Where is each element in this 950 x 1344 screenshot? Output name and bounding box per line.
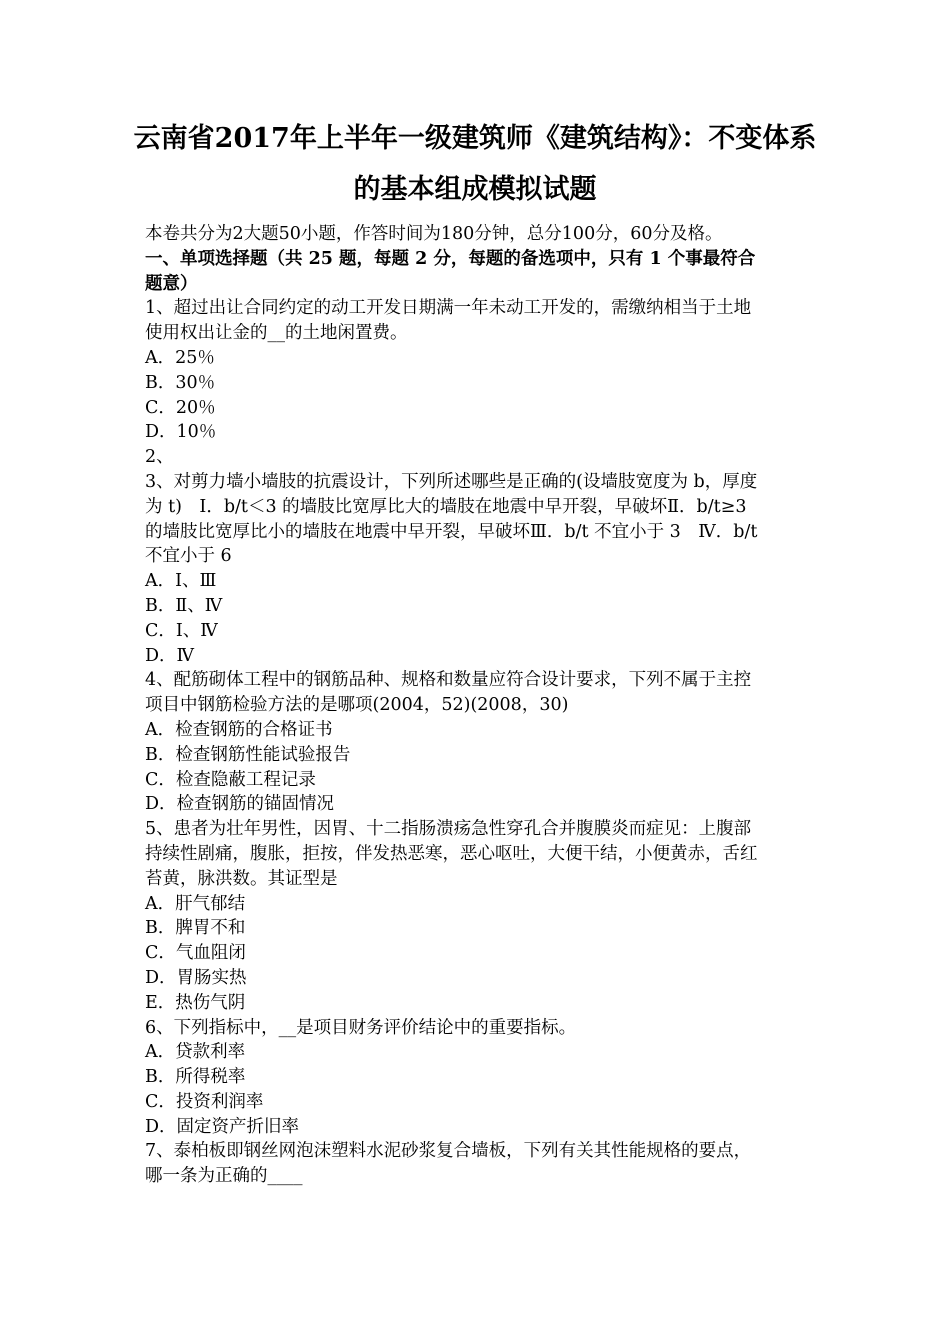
answer-option: A．Ⅰ、Ⅲ	[145, 571, 217, 592]
question-text-line: 7、泰柏板即钢丝网泡沫塑料水泥砂浆复合墙板，下列有关其性能规格的要点，	[145, 1141, 752, 1162]
question-text-line: 1、超过出让合同约定的动工开发日期满一年未动工开发的，需缴纳相当于土地	[145, 298, 752, 319]
section-heading-line-1: 一、单项选择题（共 25 题，每题 2 分，每题的备选项中，只有 1 个事最符合	[145, 248, 756, 269]
section-heading-line-2: 题意）	[145, 273, 198, 294]
question-text-line: 不宜小于 6	[145, 546, 232, 567]
question-item	[145, 817, 810, 1015]
answer-option: C．气血阻闭	[145, 943, 246, 964]
question-text-line: 苔黄，脉洪数。其证型是	[145, 868, 338, 889]
answer-option: D．10％	[145, 422, 217, 443]
document-body	[145, 222, 810, 1189]
document-title-line-2: 的基本组成模拟试题	[353, 174, 597, 205]
question-item	[145, 445, 810, 470]
question-text-line: 3、对剪力墙小墙肢的抗震设计，下列所述哪些是正确的(设墙肢宽度为 b，厚度	[145, 471, 758, 492]
answer-option: C．投资利润率	[145, 1091, 264, 1112]
question-text-line: 4、配筋砌体工程中的钢筋品种、规格和数量应符合设计要求，下列不属于主控	[145, 670, 752, 691]
question-item	[145, 470, 810, 668]
question-text-line: 2、	[145, 447, 174, 468]
answer-option: D．固定资产折旧率	[145, 1116, 300, 1137]
document-title-line-1: 云南省2017年上半年一级建筑师《建筑结构》：不变体系	[133, 123, 817, 154]
answer-option: C．20％	[145, 397, 216, 418]
answer-option: A．肝气郁结	[145, 893, 246, 914]
question-list	[145, 296, 810, 1189]
answer-option: B．所得税率	[145, 1067, 246, 1088]
question-text-line: 5、患者为壮年男性，因胃、十二指肠溃疡急性穿孔合并腹膜炎而症见：上腹部	[145, 819, 752, 840]
question-text-line: 为 t) Ⅰ．b/t＜3 的墙肢比宽厚比大的墙肢在地震中早开裂，早破坏Ⅱ．b/t≥3	[145, 496, 747, 517]
answer-option: D．Ⅳ	[145, 645, 195, 666]
answer-option: B．Ⅱ、Ⅳ	[145, 595, 223, 616]
answer-option: A．检查钢筋的合格证书	[145, 719, 333, 740]
question-text-line: 6、下列指标中，__是项目财务评价结论中的重要指标。	[145, 1017, 577, 1038]
answer-option: D．胃肠实热	[145, 967, 247, 988]
answer-option: E．热伤气阴	[145, 992, 246, 1013]
answer-option: B．30％	[145, 372, 216, 393]
question-item	[145, 668, 810, 817]
question-item	[145, 296, 810, 445]
question-text-line: 使用权出让金的__的土地闲置费。	[145, 323, 408, 344]
question-text-line: 的墙肢比宽厚比小的墙肢在地震中早开裂，早破坏Ⅲ．b/t 不宜小于 3 Ⅳ．b/t	[145, 521, 758, 542]
answer-option: B．检查钢筋性能试验报告	[145, 744, 351, 765]
answer-option: A．贷款利率	[145, 1042, 246, 1063]
question-item	[145, 1139, 810, 1189]
answer-option: C．检查隐蔽工程记录	[145, 769, 316, 790]
question-text-line: 项目中钢筋检验方法的是哪项(2004，52)(2008，30)	[145, 695, 569, 716]
answer-option: B．脾胃不和	[145, 918, 246, 939]
answer-option: C．Ⅰ、Ⅳ	[145, 620, 218, 641]
question-item	[145, 1016, 810, 1140]
answer-option: A．25％	[145, 347, 215, 368]
exam-intro: 本卷共分为2大题50小题，作答时间为180分钟，总分100分，60分及格。	[145, 224, 723, 244]
question-text-line: 哪一条为正确的____	[145, 1166, 303, 1187]
question-text-line: 持续性剧痛，腹胀，拒按，伴发热恶寒，恶心呕吐，大便干结，小便黄赤，舌红	[145, 843, 758, 864]
answer-option: D．检查钢筋的锚固情况	[145, 794, 335, 815]
